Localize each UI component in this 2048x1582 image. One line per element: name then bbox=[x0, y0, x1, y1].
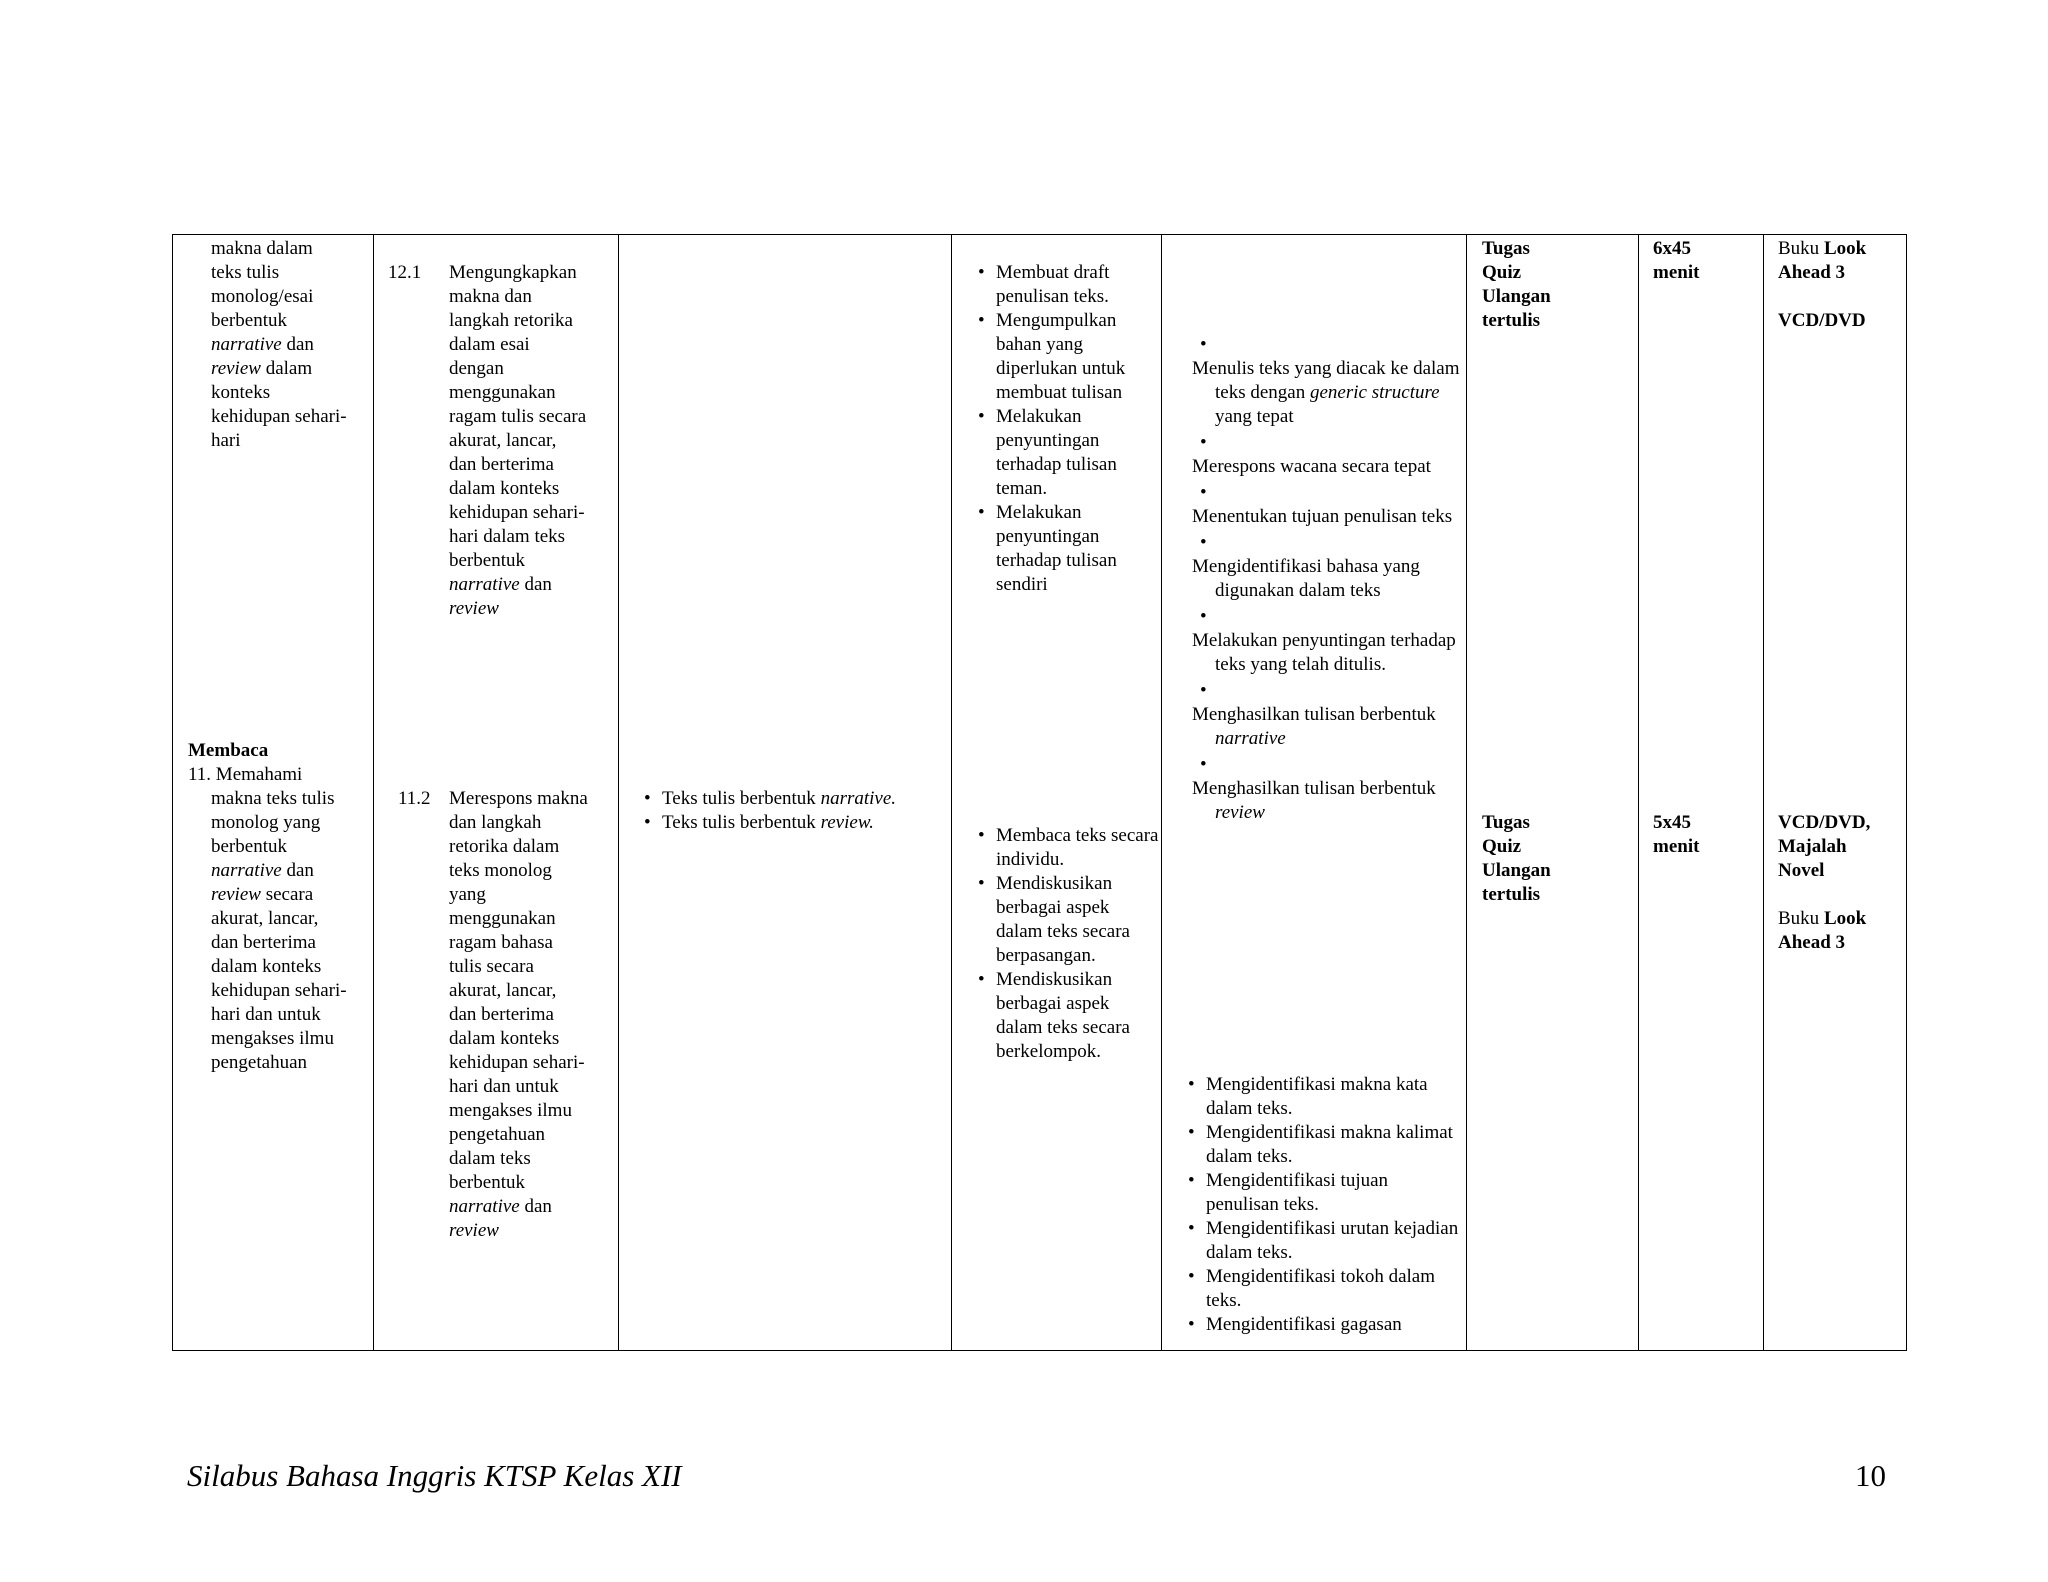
kd-number: 12.1 bbox=[388, 262, 422, 283]
sk-reading-competency bbox=[188, 739, 371, 1075]
kegiatan-list-writing bbox=[974, 261, 1160, 597]
text-line: konteks bbox=[211, 382, 271, 403]
sumber-writing bbox=[1778, 237, 1906, 333]
list-item: • Melakukan penyuntingan terhadap tulisan teman. bbox=[974, 405, 1160, 501]
text-fragment: Teks tulis berbentuk bbox=[662, 812, 821, 833]
text-line: dan berterima bbox=[449, 454, 554, 475]
text-line: tertulis bbox=[1482, 310, 1541, 331]
text-line bbox=[211, 859, 371, 883]
text-line: berbentuk bbox=[211, 836, 287, 857]
text-line: pengetahuan bbox=[211, 1052, 308, 1073]
text-line: 11. Memahami bbox=[188, 764, 303, 785]
list-item bbox=[1192, 333, 1462, 429]
text-line: menggunakan bbox=[449, 382, 556, 403]
text-fragment: Menulis teks yang diacak ke dalam teks dengan bbox=[1192, 358, 1460, 403]
kd-item bbox=[398, 787, 618, 811]
section-heading: Membaca bbox=[188, 740, 269, 761]
text-line: hari dalam teks bbox=[449, 526, 566, 547]
text-fragment: Buku bbox=[1778, 908, 1824, 929]
list-item: • Mengidentifikasi makna kalimat dalam teks. bbox=[1184, 1121, 1464, 1169]
list-item: • Mengumpulkan bahan yang diperlukan untuk membuat tulisan bbox=[974, 309, 1160, 405]
text-line bbox=[449, 597, 618, 621]
italic-term: narrative. bbox=[820, 788, 897, 809]
penilaian-writing bbox=[1482, 237, 1632, 333]
alokasi-reading bbox=[1653, 811, 1758, 859]
text-fragment: yang tepat bbox=[1215, 406, 1294, 427]
text-fragment: secara bbox=[260, 884, 314, 905]
text-line: Merespons makna bbox=[449, 788, 588, 809]
list-item bbox=[1192, 531, 1462, 603]
italic-term: review bbox=[449, 1220, 499, 1241]
item-text: Melakukan penyuntingan terhadap teks yang telah ditulis. bbox=[1192, 630, 1456, 675]
item-text: Merespons wacana secara tepat bbox=[1192, 456, 1431, 477]
text-line: menit bbox=[1653, 836, 1700, 857]
list-item bbox=[1192, 481, 1462, 529]
italic-term: review. bbox=[820, 812, 874, 833]
penilaian-reading bbox=[1482, 811, 1632, 907]
bullet-icon: • bbox=[1200, 532, 1207, 553]
column-sumber bbox=[1764, 235, 1908, 1350]
italic-term: narrative bbox=[449, 574, 520, 595]
text-line: teks tulis bbox=[211, 262, 280, 283]
materi-list bbox=[640, 787, 950, 835]
text-line: dalam konteks bbox=[211, 956, 322, 977]
bullet-icon: • bbox=[1200, 606, 1207, 627]
text-line: VCD/DVD, bbox=[1778, 812, 1871, 833]
text-line: dan berterima bbox=[211, 932, 316, 953]
text-line bbox=[449, 1219, 618, 1243]
list-item: • Mendiskusikan berbagai aspek dalam teks secara berkelompok. bbox=[974, 968, 1160, 1064]
media-label: VCD/DVD bbox=[1778, 310, 1866, 331]
text-line: monolog/esai bbox=[211, 286, 314, 307]
text-line: akurat, lancar, bbox=[211, 908, 319, 929]
list-item bbox=[640, 787, 950, 811]
text-line: dalam konteks bbox=[449, 478, 560, 499]
text-line: akurat, lancar, bbox=[449, 430, 557, 451]
text-line: ragam tulis secara bbox=[449, 406, 587, 427]
text-line: makna dalam bbox=[211, 238, 313, 259]
list-item bbox=[1192, 431, 1462, 479]
column-indikator bbox=[1162, 235, 1467, 1350]
list-item: • Mengidentifikasi gagasan bbox=[1184, 1313, 1464, 1337]
text-line: makna teks tulis bbox=[211, 788, 335, 809]
text-line: ragam bahasa bbox=[449, 932, 553, 953]
text-line: kehidupan sehari- bbox=[449, 502, 585, 523]
text-line: mengakses ilmu bbox=[211, 1028, 334, 1049]
text-line: Majalah bbox=[1778, 836, 1847, 857]
text-fragment: Menghasilkan tulisan berbentuk bbox=[1192, 704, 1436, 725]
text-line: hari bbox=[211, 430, 241, 451]
italic-term: review bbox=[449, 598, 499, 619]
list-item: • Membaca teks secara individu. bbox=[974, 824, 1160, 872]
text-line: berbentuk bbox=[449, 1172, 525, 1193]
column-kegiatan bbox=[952, 235, 1162, 1350]
text-line: berbentuk bbox=[449, 550, 525, 571]
text-line: Quiz bbox=[1482, 262, 1522, 283]
list-item: • Mengidentifikasi makna kata dalam teks. bbox=[1184, 1073, 1464, 1121]
text-line: Mengungkapkan bbox=[449, 262, 577, 283]
list-item: • Mengidentifikasi urutan kejadian dalam teks. bbox=[1184, 1217, 1464, 1265]
text-line bbox=[449, 573, 618, 597]
italic-term: narrative bbox=[1215, 728, 1286, 749]
italic-term: review bbox=[1215, 802, 1265, 823]
text-fragment: Teks tulis berbentuk bbox=[662, 788, 821, 809]
text-line: hari dan untuk bbox=[211, 1004, 321, 1025]
indikator-list-reading bbox=[1184, 1073, 1464, 1337]
text-line: Novel bbox=[1778, 860, 1825, 881]
text-fragment: dan bbox=[281, 860, 314, 881]
text-line: kehidupan sehari- bbox=[449, 1052, 585, 1073]
column-penilaian bbox=[1467, 235, 1639, 1350]
list-item bbox=[1192, 753, 1462, 825]
text-fragment: dan bbox=[519, 1196, 552, 1217]
text-line: Quiz bbox=[1482, 836, 1522, 857]
kd-12-1 bbox=[388, 261, 618, 621]
text-line: pengetahuan bbox=[449, 1124, 546, 1145]
text-line bbox=[211, 883, 371, 907]
sumber-reading bbox=[1778, 811, 1906, 955]
page-number: 10 bbox=[1855, 1458, 1886, 1493]
list-item bbox=[1192, 605, 1462, 677]
text-line: Tugas bbox=[1482, 238, 1530, 259]
text-line: Ulangan bbox=[1482, 286, 1551, 307]
kegiatan-list-reading bbox=[974, 824, 1160, 1064]
book-title: Look bbox=[1823, 908, 1867, 929]
syllabus-table bbox=[172, 234, 1907, 1351]
bullet-icon: • bbox=[1200, 334, 1207, 355]
bullet-icon: • bbox=[1200, 680, 1207, 701]
list-item bbox=[640, 811, 950, 835]
text-line bbox=[1778, 237, 1906, 261]
text-line: makna dan bbox=[449, 286, 532, 307]
text-line bbox=[449, 1195, 618, 1219]
footer-title: Silabus Bahasa Inggris KTSP Kelas XII bbox=[187, 1458, 682, 1493]
text-line: hari dan untuk bbox=[449, 1076, 559, 1097]
text-fragment: dalam bbox=[260, 358, 313, 379]
book-title: Look bbox=[1823, 238, 1867, 259]
text-line bbox=[211, 333, 371, 357]
text-fragment: Menghasilkan tulisan berbentuk bbox=[1192, 778, 1436, 799]
bullet-icon: • bbox=[1200, 754, 1207, 775]
book-title: Ahead 3 bbox=[1778, 932, 1846, 953]
text-line: dalam esai bbox=[449, 334, 530, 355]
text-line: berbentuk bbox=[211, 310, 287, 331]
bullet-icon: • bbox=[1200, 482, 1207, 503]
kd-number: 11.2 bbox=[398, 788, 431, 809]
text-line: menit bbox=[1653, 262, 1700, 283]
italic-term: review bbox=[211, 884, 261, 905]
text-line: tulis secara bbox=[449, 956, 534, 977]
italic-term: generic structure bbox=[1309, 382, 1440, 403]
text-line: teks monolog bbox=[449, 860, 552, 881]
text-line: 5x45 bbox=[1653, 812, 1691, 833]
text-line: mengakses ilmu bbox=[449, 1100, 572, 1121]
sk-previous-competency bbox=[211, 237, 371, 453]
text-line: kehidupan sehari- bbox=[211, 980, 347, 1001]
list-item: • Mengidentifikasi tokoh dalam teks. bbox=[1184, 1265, 1464, 1313]
text-line: dalam teks bbox=[449, 1148, 531, 1169]
list-item: • Melakukan penyuntingan terhadap tulisan sendiri bbox=[974, 501, 1160, 597]
column-standar-kompetensi bbox=[173, 235, 374, 1350]
italic-term: narrative bbox=[449, 1196, 520, 1217]
list-item bbox=[1192, 679, 1462, 751]
bullet-icon: • bbox=[1200, 432, 1207, 453]
column-alokasi-waktu bbox=[1639, 235, 1764, 1350]
column-materi bbox=[619, 235, 952, 1350]
italic-term: review bbox=[211, 358, 261, 379]
column-kompetensi-dasar bbox=[374, 235, 619, 1350]
indikator-list-writing bbox=[1192, 333, 1462, 827]
list-item: • Mengidentifikasi tujuan penulisan teks. bbox=[1184, 1169, 1464, 1217]
text-line: 6x45 bbox=[1653, 238, 1691, 259]
text-line: akurat, lancar, bbox=[449, 980, 557, 1001]
text-line: retorika dalam bbox=[449, 836, 560, 857]
text-fragment: dan bbox=[519, 574, 552, 595]
list-item: • Membuat draft penulisan teks. bbox=[974, 261, 1160, 309]
list-item: • Mendiskusikan berbagai aspek dalam teks secara berpasangan. bbox=[974, 872, 1160, 968]
book-title: Ahead 3 bbox=[1778, 262, 1846, 283]
text-line: dengan bbox=[449, 358, 504, 379]
text-line bbox=[1778, 907, 1906, 931]
text-fragment: dan bbox=[281, 334, 314, 355]
item-text: Mengidentifikasi bahasa yang digunakan dalam teks bbox=[1192, 556, 1420, 601]
text-line: tertulis bbox=[1482, 884, 1541, 905]
kd-11-2 bbox=[398, 787, 618, 1243]
text-line: kehidupan sehari- bbox=[211, 406, 347, 427]
text-line: Ulangan bbox=[1482, 860, 1551, 881]
text-line: dalam konteks bbox=[449, 1028, 560, 1049]
text-line: dan langkah bbox=[449, 812, 542, 833]
item-text: Menentukan tujuan penulisan teks bbox=[1192, 506, 1453, 527]
kd-item bbox=[388, 261, 618, 285]
text-line: langkah retorika bbox=[449, 310, 573, 331]
text-line: yang bbox=[449, 884, 486, 905]
text-line: Tugas bbox=[1482, 812, 1530, 833]
text-fragment: Buku bbox=[1778, 238, 1824, 259]
text-line: monolog yang bbox=[211, 812, 321, 833]
text-line bbox=[211, 357, 371, 381]
italic-term: narrative bbox=[211, 860, 282, 881]
text-line: menggunakan bbox=[449, 908, 556, 929]
alokasi-writing bbox=[1653, 237, 1758, 285]
italic-term: narrative bbox=[211, 334, 282, 355]
text-line: dan berterima bbox=[449, 1004, 554, 1025]
